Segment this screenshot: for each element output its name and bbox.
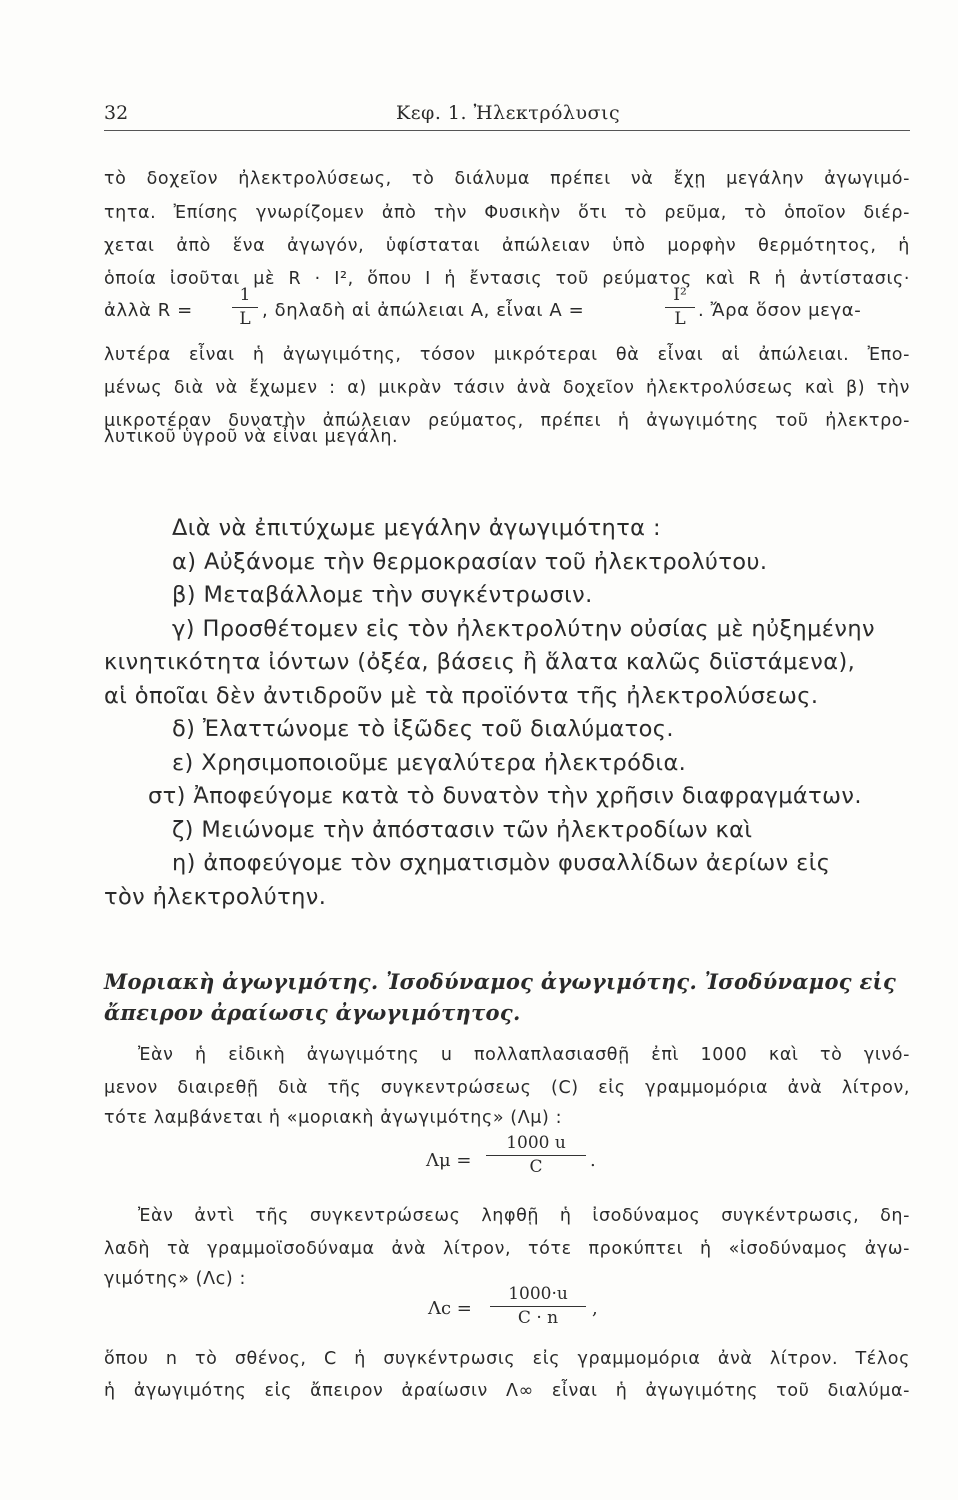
- fraction-bar: [486, 1155, 586, 1156]
- para1-line-1: τὸ δοχεῖον ἠλεκτρολύσεως, τὸ διάλυμα πρέπει νὰ ἔχῃ μεγάλην ἀγωγιμό-: [104, 169, 910, 189]
- fraction-numerator: 1: [239, 285, 251, 305]
- running-title: Κεφ. 1. Ἠλεκτρόλυσις: [396, 102, 621, 124]
- fraction-denominator: C · n: [517, 1308, 559, 1328]
- para2-line-2: μενον διαιρεθῇ διὰ τῆς συγκεντρώσεως (C) εἰς γραμμομόρια ἀνὰ λίτρον,: [104, 1078, 910, 1098]
- fraction-numerator: I²: [673, 285, 687, 305]
- para4-line-1: ὅπου n τὸ σθένος, C ἡ συγκέντρωσις εἰς γραμμομόρια ἀνὰ λίτρον. Τέλος: [104, 1349, 910, 1369]
- list-item-c: γ) Προσθέτομεν εἰς τὸν ἠλεκτρολύτην οὐσίας μὲ ηὐξημένην: [172, 615, 875, 642]
- fraction-one-over-l: [232, 285, 258, 333]
- page-header: [104, 100, 910, 131]
- para3-line-1: Ἐὰν ἀντὶ τῆς συγκεντρώσεως ληφθῇ ἡ ἰσοδύναμος συγκέντρωσις, δη-: [138, 1206, 910, 1226]
- formula-tail: ,: [592, 1298, 598, 1319]
- section-heading: [104, 966, 910, 1028]
- list-item-c-cont-1: κινητικότητα ἰόντων (ὀξέα, βάσεις ἢ ἅλατα καλῶς διϊστάμενα),: [104, 649, 856, 675]
- list-item-h-cont: τὸν ἠλεκτρολύτην.: [104, 883, 327, 910]
- list-item-a: α) Αὐξάνομε τὴν θερμοκρασίαν τοῦ ἠλεκτρολύτου.: [172, 548, 768, 575]
- list-item-st: στ) Ἀποφεύγομε κατὰ τὸ δυνατὸν τὴν χρῆσιν διαφραγμάτων.: [148, 783, 862, 809]
- fraction-numerator: 1000·u: [508, 1284, 568, 1304]
- list-item-d: δ) Ἐλαττώνομε τὸ ἰξῶδες τοῦ διαλύματος.: [172, 716, 674, 742]
- para2-line-1: Ἐὰν ἡ εἰδικὴ ἀγωγιμότης u πολλαπλασιασθῇ ἐπὶ 1000 καὶ τὸ γινό-: [138, 1045, 910, 1065]
- fraction-bar: [232, 307, 258, 308]
- page-number: 32: [104, 102, 129, 124]
- eq-middle: , δηλαδὴ αἱ ἀπώλειαι A, εἶναι A =: [262, 300, 585, 321]
- para2-line-3: τότε λαμβάνεται ἡ «μοριακὴ ἀγωγιμότης» (Λμ) :: [104, 1108, 563, 1128]
- formula-lhs: Λμ =: [426, 1150, 472, 1171]
- para1-line-4: ὁποία ἰσοῦται μὲ R · I², ὅπου I ἡ ἔντασις τοῦ ρεύματος καὶ R ἡ ἀντίστασις·: [104, 269, 910, 289]
- para1-line-2: τητα. Ἐπίσης γνωρίζομεν ἀπὸ τὴν Φυσικὴν ὅτι τὸ ρεῦμα, τὸ ὁποῖον διέρ-: [104, 203, 910, 223]
- para3-line-2: λαδὴ τὰ γραμμοϊσοδύναμα ἀνὰ λίτρον, τότε προκύπτει ἡ «ἰσοδύναμος ἀγω-: [104, 1239, 910, 1259]
- para1-line-6: λυτέρα εἶναι ἡ ἀγωγιμότης, τόσον μικρότεραι θὰ εἶναι αἱ ἀπώλειαι. Ἐπο-: [104, 345, 910, 365]
- fraction-denominator: L: [674, 309, 686, 329]
- list-item-b: β) Μεταβάλλομε τὴν συγκέντρωσιν.: [172, 582, 593, 608]
- fraction-i2-over-l: [665, 285, 695, 333]
- conductivity-list: [104, 512, 910, 914]
- formula-lhs: Λc =: [428, 1298, 472, 1319]
- section-heading-line-1: Μοριακὴ ἀγωγιμότης. Ἰσοδύναμος ἀγωγιμότης. Ἰσοδύναμος εἰς: [104, 969, 897, 994]
- para4-line-2: ἡ ἀγωγιμότης εἰς ἄπειρον ἀραίωσιν Λ∞ εἶναι ἡ ἀγωγιμότης τοῦ διαλύμα-: [104, 1381, 910, 1401]
- formula-fraction: [490, 1284, 586, 1336]
- fraction-bar: [665, 307, 695, 308]
- list-item-e: ε) Χρησιμοποιοῦμε μεγαλύτερα ἠλεκτρόδια.: [172, 749, 687, 776]
- list-item-h: η) ἀποφεύγομε τὸν σχηματισμὸν φυσαλλίδων ἀερίων εἰς: [172, 850, 831, 876]
- formula-tail: .: [590, 1150, 596, 1171]
- eq-suffix: . Ἄρα ὅσον μεγα-: [698, 300, 862, 321]
- para1-line-9: λυτικοῦ ὑγροῦ νὰ εἶναι μεγάλη.: [104, 427, 399, 447]
- para1-line-8: μικροτέραν δυνατὴν ἀπώλειαν ρεύματος, πρέπει ἡ ἀγωγιμότης τοῦ ἠλεκτρο-: [104, 411, 910, 431]
- section-heading-line-2: ἄπειρον ἀραίωσις ἀγωγιμότητος.: [104, 1000, 521, 1025]
- formula-fraction: [486, 1133, 586, 1185]
- fraction-bar: [490, 1306, 586, 1307]
- list-intro: Διὰ νὰ ἐπιτύχωμε μεγάλην ἀγωγιμότητα :: [172, 515, 661, 541]
- list-item-z: ζ) Μειώνομε τὴν ἀπόστασιν τῶν ἠλεκτροδίων καὶ: [172, 816, 753, 843]
- eq-prefix: ἀλλὰ R =: [104, 300, 193, 321]
- fraction-denominator: L: [239, 309, 251, 329]
- para1-line-3: χεται ἀπὸ ἕνα ἀγωγόν, ὑφίσταται ἀπώλειαν ὑπὸ μορφὴν θερμότητος, ἡ: [104, 236, 910, 256]
- para1-line-7: μένως διὰ νὰ ἔχωμεν : α) μικρὰν τάσιν ἀνὰ δοχεῖον ἠλεκτρολύσεως καὶ β) τὴν: [104, 378, 910, 398]
- fraction-numerator: 1000 u: [506, 1133, 566, 1153]
- para3-line-3: γιμότης» (Λc) :: [104, 1269, 246, 1289]
- list-item-c-cont-2: αἱ ὁποῖαι δὲν ἀντιδροῦν μὲ τὰ προϊόντα τῆς ἠλεκτρολύσεως.: [104, 682, 819, 709]
- fraction-denominator: C: [529, 1157, 543, 1177]
